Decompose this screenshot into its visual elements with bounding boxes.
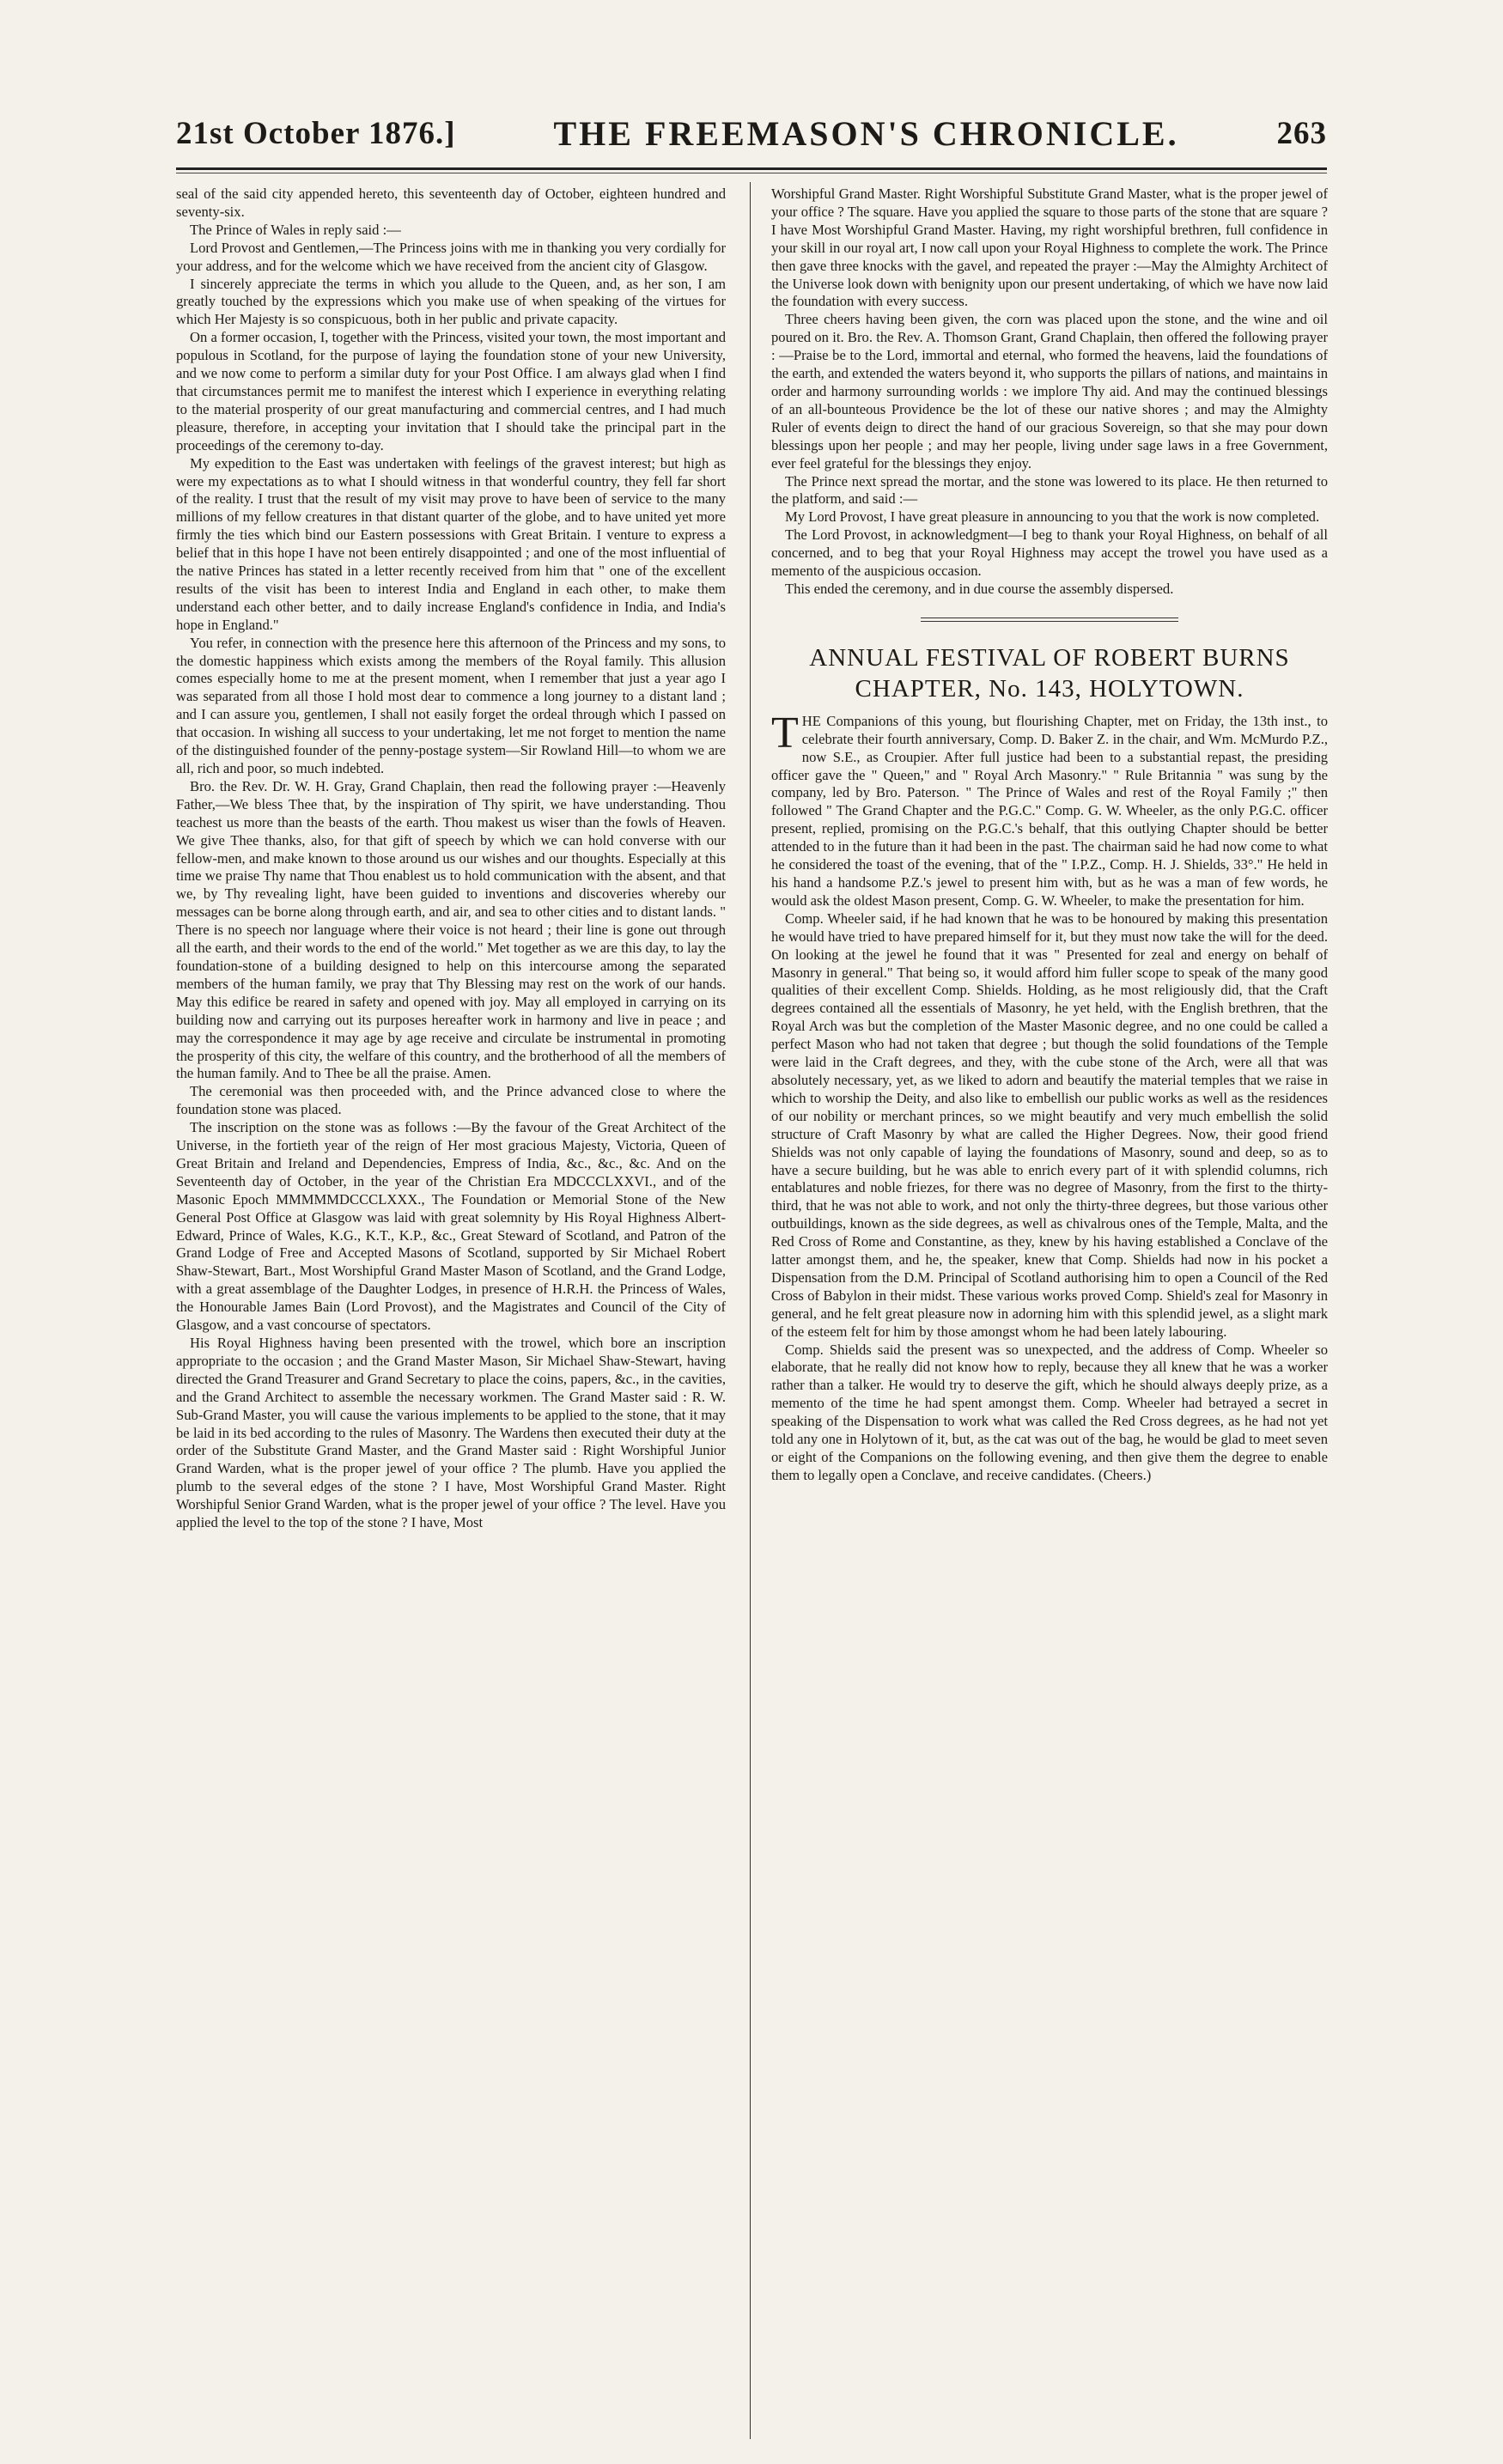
paragraph: My expedition to the East was undertaken with feelings of the gravest interest; but high as were my expectations as to what I should witness in that wonderful country, they fell far short of the reality. I trust that the result of my visit may prove to have been of service to the many millions of my fellow creatures in that distant quarter of the globe, and to have united yet more firmly the ties which bind our Eastern possessions with Great Britain. I venture to express a belief that in this hope I have not been entirely disappointed ; and one of the most influential of the native Princes has stated in a letter recently received from him that " one of the excellent results of the visit has been to interest India and England in each other, to make them understand each other better, and to daily increase England's confidence in India, and India's hope in England."	[176, 454, 726, 633]
paragraph: Worshipful Grand Master. Right Worshipful Substitute Grand Master, what is the proper jewel of your office ? The square. Have you applied the square to those parts of the stone that are square ? I have Most Worshipful Grand Master. Having, my right worshipful brethren, full confidence in your skill in our royal art, I now call upon your Royal Highness to complete the work. The Prince then gave three knocks with the gavel, and repeated the prayer :—May the Almighty Architect of the Universe look down with benignity upon our present undertaking, of which we have now laid the foundation with every success.	[771, 186, 1328, 310]
paragraph: My Lord Provost, I have great pleasure in announcing to you that the work is now completed.	[785, 508, 1320, 526]
paragraph: I sincerely appreciate the terms in which you allude to the Queen, and, as her son, I am greatly touched by the expressions which you make use of when speaking of the virtues for which Her Majesty is so conspicuous, both in her public and private capacity.	[176, 275, 726, 328]
paragraph: The ceremonial was then proceeded with, and the Prince advanced close to where the foundation stone was placed.	[176, 1083, 726, 1118]
paragraph	[771, 708, 1328, 910]
paragraph: On a former occasion, I, together with the Princess, visited your town, the most important and populous in Scotland, for the purpose of laying the foundation stone of your new University, and we now come to perform a similar duty for your Post Office. I am always glad when I find that circumstances permit me to manifest the interest which I experience in everything relating to the material prosperity of our great manufacturing and commercial centres, and I had much pleasure, therefore, in accepting your invitation that I should take the principal part in the proceedings of the ceremony to-day.	[176, 329, 726, 453]
drop-cap: T	[771, 708, 799, 757]
page-number: 263	[1276, 115, 1327, 151]
paragraph: Comp. Shields said the present was so unexpected, and the address of Comp. Wheeler so elaborate, that he really did not know how to reply, because they all knew that he was a worker rather than a talker. He would try to deserve the gift, which he should always deeply prize, as a memento of the time he had spent amongst them. Comp. Wheeler had betrayed a secret in speaking of the Dispensation to work what was called the Red Cross degrees, as he had not yet told any one in Holytown of it, but, as the cat was out of the bag, he would be glad to meet seven or eight of the Companions on the following evening, and then give them the degree to enable them to legally open a Conclave, and receive candidates. (Cheers.)	[771, 1341, 1328, 1483]
paragraph: The inscription on the stone was as follows :—By the favour of the Great Architect of the Universe, in the fortieth year of the reign of Her most gracious Majesty, Victoria, Queen of Great Britain and Ireland and Dependencies, Empress of India, &c., &c., &c. And on the Seventeenth day of October, in the year of the Christian Era MDCCCLXXVI., and of the Masonic Epoch MMMMMDCCCLXXX., The Foundation or Memorial Stone of the New General Post Office at Glasgow was laid with great solemnity by His Royal Highness Albert-Edward, Prince of Wales, K.G., K.T., K.P., &c., Great Steward of Scotland, and Patron of the Grand Lodge of Free and Accepted Masons of Scotland, supported by Sir Michael Robert Shaw-Stewart, Bart., Most Worshipful Grand Master Mason of Scotland, and the Grand Lodge, with a great assemblage of the Daughter Lodges, in presence of H.R.H. the Princess of Wales, the Honourable James Bain (Lord Provost), and the Magistrates and Council of the City of Glasgow, and a vast concourse of spectators.	[176, 1119, 726, 1334]
column-divider	[750, 182, 751, 2439]
left-column	[176, 186, 726, 1532]
masthead	[176, 103, 1327, 163]
header-rule	[176, 167, 1327, 170]
paragraph: The Prince of Wales in reply said :—	[190, 221, 401, 238]
section-divider	[921, 618, 1178, 622]
paragraph: The Lord Provost, in acknowledgment—I beg to thank your Royal Highness, on behalf of all concerned, and to beg that your Royal Highness may accept the trowel you have used as a memento of the auspicious occasion.	[771, 526, 1328, 580]
paragraph: Comp. Wheeler said, if he had known that he was to be honoured by making this presentation he would have tried to have prepared himself for it, but they must now take the will for the deed. On looking at the jewel he found that it was " Presented for zeal and energy on behalf of Masonry in general." That being so, it would afford him fuller scope to speak of the many good qualities of their excellent Comp. Shields. Holding, as he most religiously did, that the Craft degrees contained all the essentials of Masonry, he yet held, with the English brethren, that the Royal Arch was but the completion of the Master Masonic degree, and no one could be called a perfect Mason who had not taken that degree ; but though the solid foundations of the Temple were laid in the Craft degrees, and they, with the cube stone of the Arch, were all that was absolutely necessary, yet, as we liked to adorn and beautify the material temples that we raise in which to worship the Deity, and also like to embellish our public works as well as the residences of our nobility or merchant princes, so we might beautify and very much embellish the solid structure of Craft Masonry by what are called the Higher Degrees. Now, their good friend Shields was not only capable of laying the foundations of Masonry, sound and deep, so as to have a secure building, but he was able to enrich every part of it with splendid columns, rich entablatures and noble friezes, for there was no degree of Masonry, from the first to the thirty-third, that he was not able to work, and not only the thirty-three degrees, but those various other outbuildings, known as the side degrees, as well as chivalrous ones of the Temple, Malta, and the Red Cross of Rome and Constantine, as they, knew by his having established a Conclave of the latter amongst them, and he, the speaker, knew that Comp. Shields had now in his pocket a Dispensation from the D.M. Principal of Scotland authorising him to open a Council of the Red Cross of Babylon in their midst. These various works proved Comp. Shield's zeal for Masonry in general, and he felt great pleasure now in adorning him with this splendid jewel, as a slight mark of the esteem felt for him by those amongst whom he had been lately labouring.	[771, 910, 1328, 1340]
paragraph: You refer, in connection with the presence here this afternoon of the Princess and my sons, to the domestic happiness which exists among the members of the Royal family. This allusion comes especially home to me at the present moment, when I remember that just a year ago I was separated from all those I hold most dear to commence a long journey to a distant land ; and I can assure you, gentlemen, I shall not easily forget the ordeal through which I passed on that occasion. In wishing all success to your undertaking, let me not forget to mention the name of the distinguished founder of the penny-postage system—Sir Rowland Hill—to whom we are all, rich and poor, so much indebted.	[176, 634, 726, 776]
paragraph: seal of the said city appended hereto, this seventeenth day of October, eighteen hundred and seventy-six.	[176, 186, 726, 220]
paragraph: Three cheers having been given, the corn was placed upon the stone, and the wine and oil poured on it. Bro. the Rev. A. Thomson Grant, Grand Chaplain, then offered the following prayer : —Praise be to the Lord, immortal and eternal, who formed the heavens, laid the foundations of the earth, and extended the waters beyond it, who supports the pillars of nations, and maintains in order and harmony surrounding worlds : we implore Thy aid. And may the continued blessings of an all-bounteous Providence be the lot of these our native shores ; and may the Almighty Ruler of events deign to direct the hand of our gracious Sovereign, so that she may pour down blessings upon her people ; and may her people, living under sage laws in a free Government, ever feel grateful for the blessings they enjoy.	[771, 311, 1328, 472]
issue-date: 21st October 1876.]	[176, 115, 456, 151]
paragraph: His Royal Highness having been presented with the trowel, which bore an inscription appropriate to the occasion ; and the Grand Master Mason, Sir Michael Shaw-Stewart, having directed the Grand Treasurer and Grand Secretary to place the coins, papers, &c., in the cavities, and the Grand Architect to assemble the necessary workmen. The Grand Master said : R. W. Sub-Grand Master, you will cause the various implements to be applied to the stone, that it may be laid in its bed according to the rules of Masonry. The Wardens then executed their duty at the order of the Substitute Grand Master, and the Grand Master said : Right Worshipful Junior Grand Warden, what is the proper jewel of your office ? The plumb. Have you applied the plumb to the several edges of the stone ? I have, Most Worshipful Grand Master. Right Worshipful Senior Grand Warden, what is the proper jewel of your office ? The level. Have you applied the level to the top of the stone ? I have, Most	[176, 1335, 726, 1531]
right-column	[771, 186, 1328, 1485]
paragraph: Bro. the Rev. Dr. W. H. Gray, Grand Chaplain, then read the following prayer :—Heavenly Father,—We bless Thee that, by the inspiration of Thy spirit, we have understanding. Thou teachest us more than the beasts of the earth. Thou makest us wiser than the fowls of Heaven. We give Thee thanks, also, for that gift of speech by which we can hold converse with our fellow-men, and make known to those around us our wishes and our thoughts. Especially at this time we praise Thy name that Thou enablest us to hold communication with the absent, and that we, by Thy revealing light, have been guided to inventions and discoveries whereby our messages can be borne along through earth, and air, and sea to other cities and to distant lands. " There is no speech nor language where their voice is not heard ; their line is gone out through all the earth, and their words to the end of the world." Met together as we are this day, to lay the foundation-stone of a building designed to help on this intercourse among the separated members of the human family, we pray that Thy Blessing may rest on the work of our hands. May this edifice be reared in safety and opened with joy. May all employed in carrying on its building now and carrying out its purposes hereafter work in harmony and live in peace ; and may the correspondence it may age by age receive and circulate be instrumental in promoting the prosperity of this city, the welfare of this country, and the brotherhood of all the members of the human family. And to Thee be all the praise. Amen.	[176, 777, 726, 1082]
paragraph-text: HE Companions of this young, but flourishing Chapter, met on Friday, the 13th inst., to celebrate their fourth anniversary, Comp. D. Baker Z. in the chair, and Wm. McMurdo P.Z., now S.E., as Croupier. After full justice had been to a substantial repast, the presiding officer gave the " Queen," and " Royal Arch Masonry." " Rule Britannia " was sung by the company, led by Bro. Paterson. " The Prince of Wales and rest of the Royal Family ;" then followed " The Grand Chapter and the P.G.C." Comp. G. W. Wheeler, as the only P.G.C. officer present, replied, promising on the P.G.C.'s behalf, that this outlying Chapter should be better attended to in the future than it had been in the past. The chairman said he had now come to what he considered the toast of the evening, that of the " I.P.Z., Comp. H. J. Shields, 33°." He held in his hand a handsome P.Z.'s jewel to present him with, but as he was a man of few words, he would ask the oldest Mason present, Comp. G. W. Wheeler, to make the presentation for him.	[771, 712, 1328, 909]
paragraph: Lord Provost and Gentlemen,—The Princess joins with me in thanking you very cordially for your address, and for the welcome which we have received from the ancient city of Glasgow.	[176, 239, 726, 274]
paragraph: This ended the ceremony, and in due course the assembly dispersed.	[785, 580, 1174, 597]
publication-title: THE FREEMASON'S CHRONICLE.	[553, 113, 1179, 153]
section-heading: ANNUAL FESTIVAL OF ROBERT BURNS CHAPTER, No. 143, HOLYTOWN.	[809, 643, 1290, 703]
paragraph: The Prince next spread the mortar, and the stone was lowered to its place. He then returned to the platform, and said :—	[771, 472, 1328, 508]
